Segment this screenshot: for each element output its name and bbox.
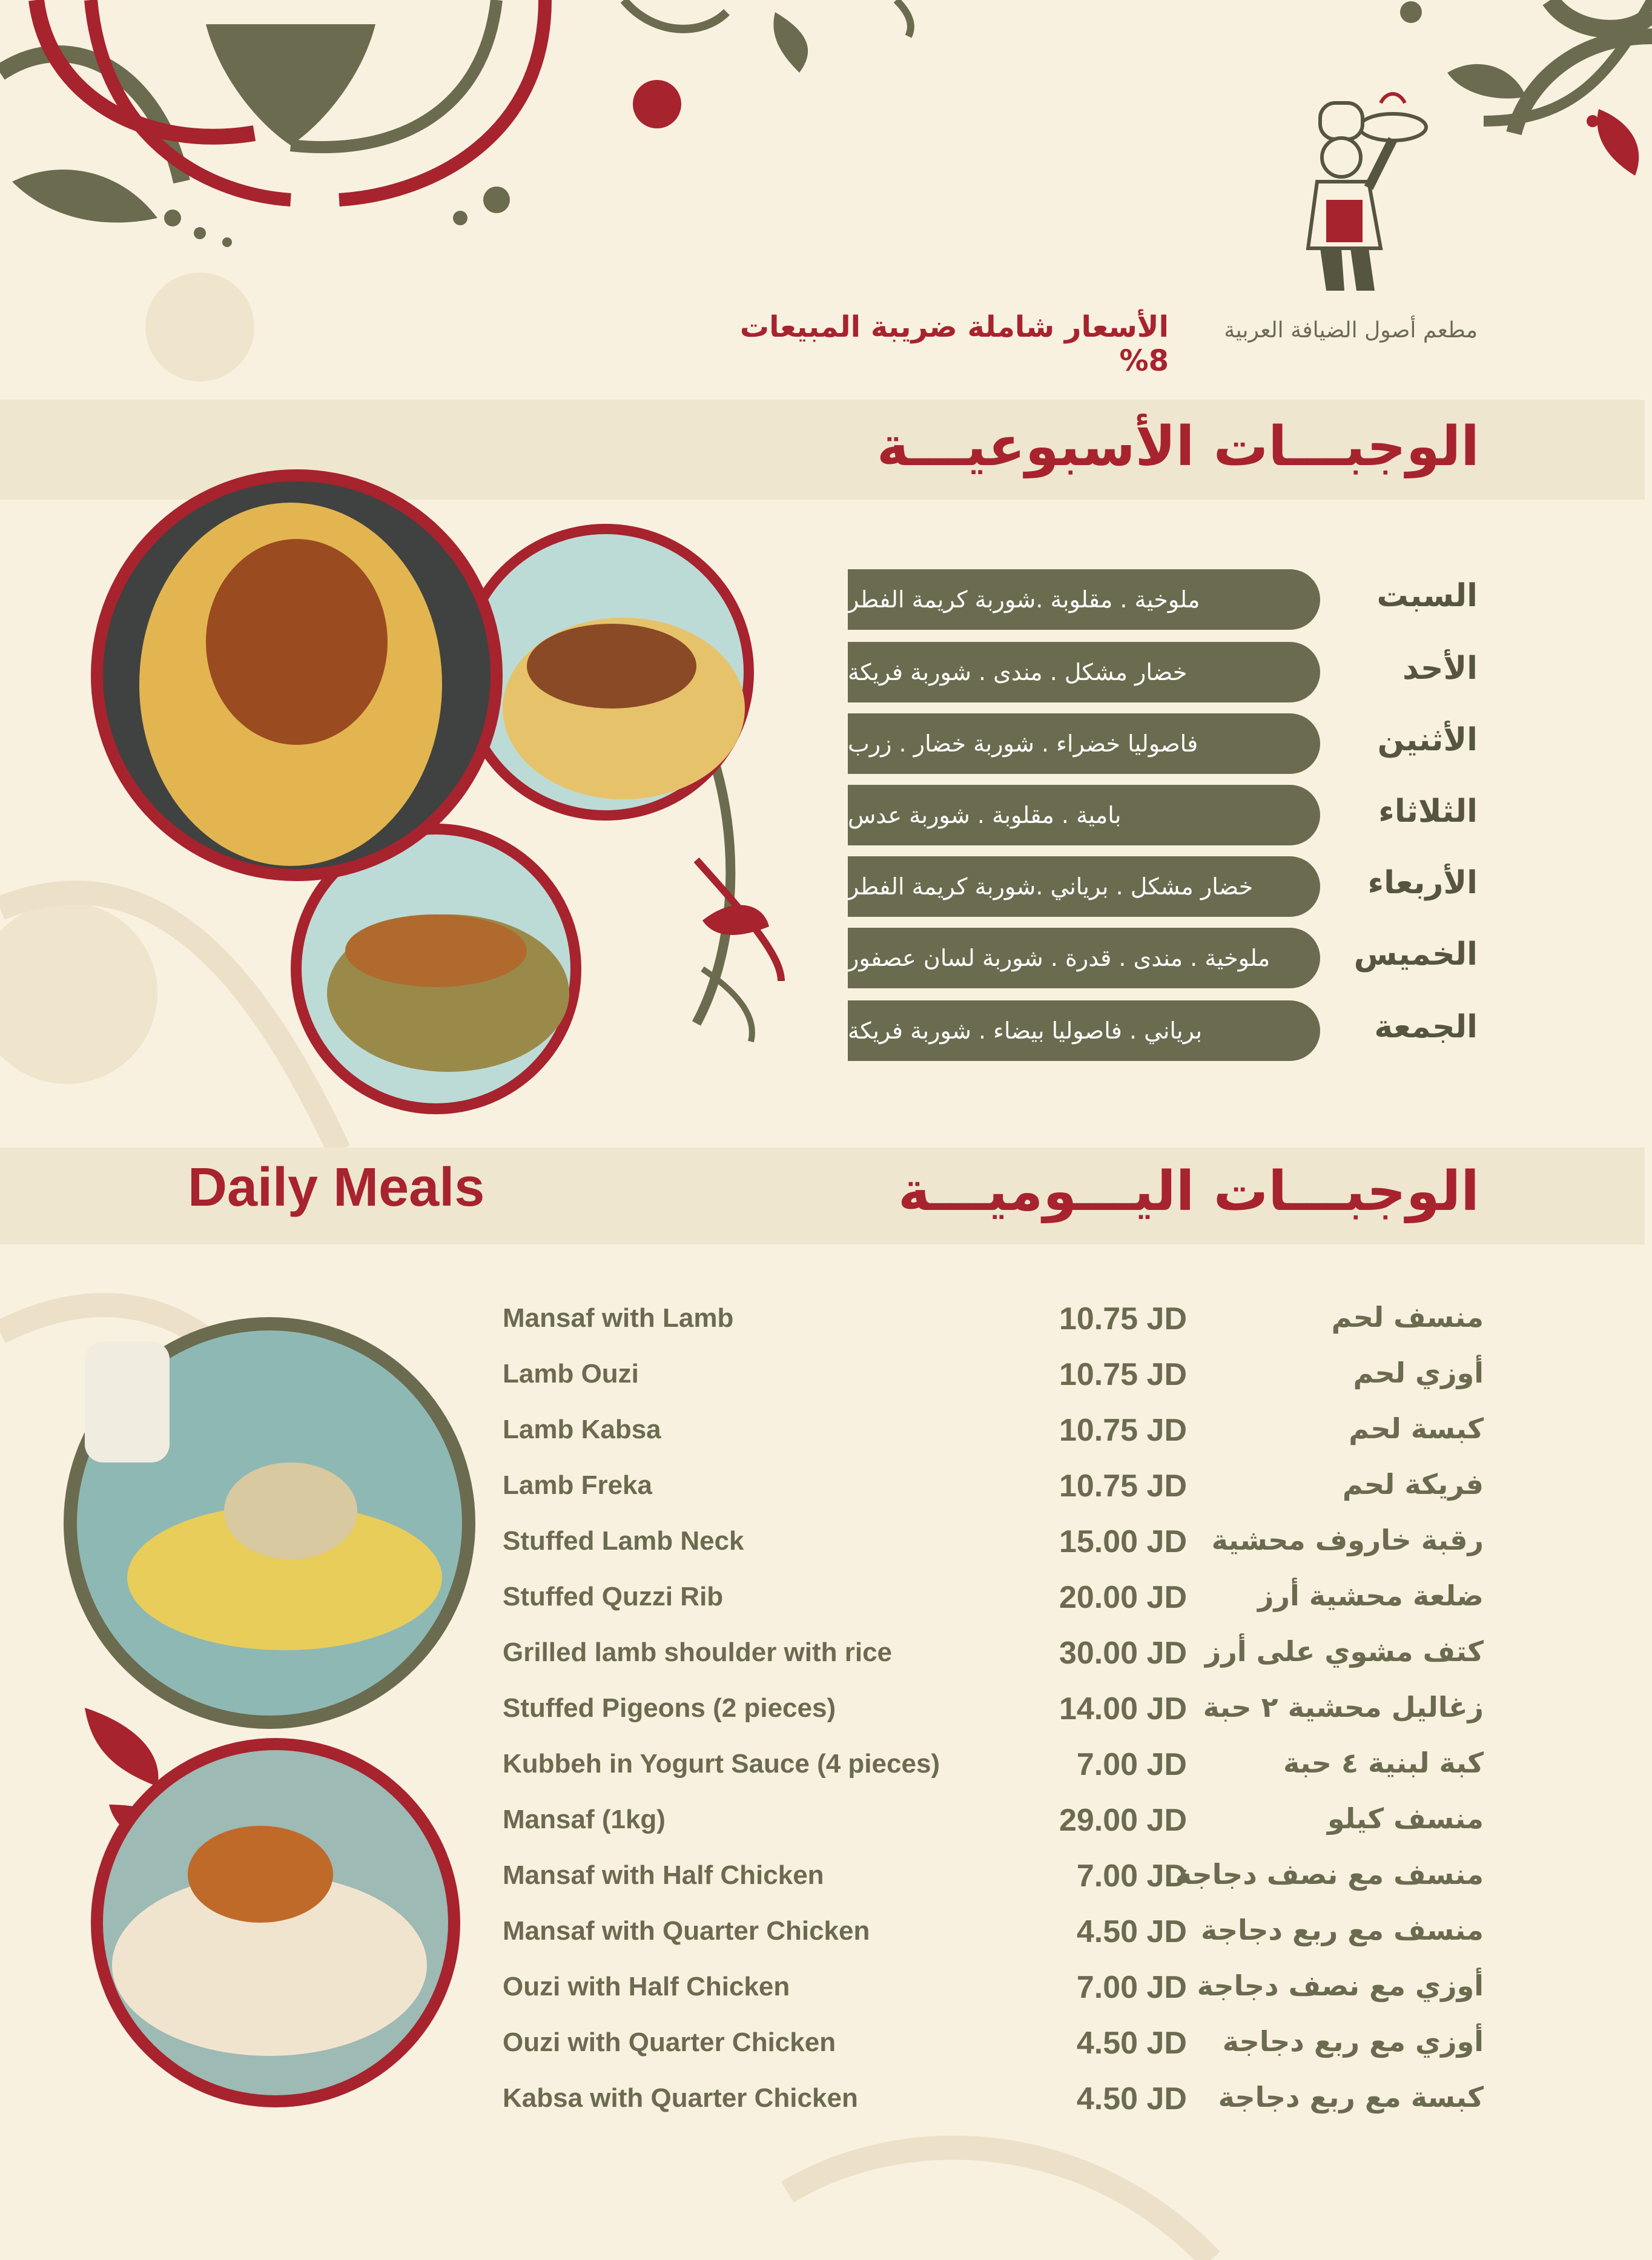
- meal-name-arabic: كبة لبنية ٤ حبة: [1283, 1746, 1484, 1779]
- meal-name-arabic: أوزي لحم: [1353, 1356, 1484, 1389]
- daily-meal-row: [503, 1797, 1484, 1846]
- meal-name-arabic: ضلعة محشية أرز: [1258, 1579, 1484, 1612]
- meal-price: 7.00 JD: [1076, 1970, 1187, 2005]
- weekly-day-name: الأحد: [1402, 650, 1478, 687]
- meal-name-english: Mansaf (1kg): [503, 1805, 666, 1834]
- meal-name-english: Lamb Kabsa: [503, 1415, 661, 1444]
- weekly-meals-pill: بامية . مقلوبة . شوربة عدس: [848, 785, 1320, 845]
- meal-name-arabic: كتف مشوي على أرز: [1204, 1635, 1484, 1668]
- meal-name-english: Ouzi with Quarter Chicken: [503, 2027, 836, 2057]
- weekly-day-row: [848, 928, 1478, 988]
- weekly-day-row: [848, 569, 1478, 630]
- meal-name-english: Stuffed Pigeons (2 pieces): [503, 1693, 836, 1723]
- weekly-day-name: الجمعة: [1374, 1009, 1478, 1045]
- daily-title-english: Daily Meals: [188, 1157, 485, 1218]
- meal-name-arabic: فريكة لحم: [1342, 1468, 1484, 1501]
- meal-name-arabic: أوزي مع ربع دجاجة: [1222, 2025, 1484, 2058]
- meal-price: 15.00 JD: [1059, 1524, 1187, 1559]
- weekly-meals-pill: برياني . فاصوليا بيضاء . شوربة فريكة: [848, 1000, 1320, 1061]
- meal-name-english: Mansaf with Half Chicken: [503, 1860, 824, 1890]
- weekly-day-row: [848, 856, 1478, 917]
- meal-price: 10.75 JD: [1059, 1469, 1187, 1504]
- meal-price: 10.75 JD: [1059, 1413, 1187, 1448]
- daily-meal-row: [503, 1296, 1484, 1344]
- weekly-day-row: [848, 642, 1478, 702]
- daily-meal-row: [503, 1519, 1484, 1567]
- weekly-day-name: الأثنين: [1377, 722, 1478, 758]
- meal-name-arabic: رقبة خاروف محشية: [1211, 1524, 1484, 1556]
- meal-price: 10.75 JD: [1059, 1357, 1187, 1392]
- daily-meal-row: [503, 1964, 1484, 2013]
- daily-meal-row: [503, 1574, 1484, 1623]
- meal-name-english: Kabsa with Quarter Chicken: [503, 2083, 858, 2113]
- daily-meal-row: [503, 1853, 1484, 1902]
- meal-name-arabic: أوزي مع نصف دجاجة: [1197, 1969, 1484, 2002]
- meal-name-arabic: كبسة لحم: [1349, 1412, 1484, 1445]
- meal-name-arabic: منسف مع نصف دجاجة: [1175, 1858, 1484, 1891]
- weekly-day-name: الخميس: [1353, 936, 1478, 973]
- weekly-day-name: السبت: [1376, 578, 1478, 614]
- meal-price: 20.00 JD: [1059, 1580, 1187, 1615]
- weekly-meals-pill: ملوخية . مندى . قدرة . شوربة لسان عصفور: [848, 928, 1320, 988]
- weekly-meals-pill: خضار مشكل . مندى . شوربة فريكة: [848, 642, 1320, 702]
- meal-price: 10.75 JD: [1059, 1301, 1187, 1337]
- weekly-day-name: الأربعاء: [1367, 865, 1478, 901]
- daily-meal-row: [503, 2020, 1484, 2069]
- weekly-meals-pill: فاصوليا خضراء . شوربة خضار . زرب: [848, 713, 1320, 774]
- daily-meal-row: [503, 1463, 1484, 1512]
- meal-name-arabic: منسف مع ربع دجاجة: [1200, 1914, 1484, 1946]
- meal-price: 7.00 JD: [1076, 1859, 1187, 1894]
- meal-name-english: Lamb Freka: [503, 1470, 652, 1500]
- daily-meal-row: [503, 1352, 1484, 1400]
- meal-price: 4.50 JD: [1076, 1914, 1187, 1949]
- meal-price: 4.50 JD: [1076, 2081, 1187, 2116]
- meal-name-arabic: منسف لحم: [1331, 1301, 1484, 1333]
- chef-mascot-icon: [1284, 67, 1429, 309]
- daily-food-photos: [61, 1317, 484, 2110]
- meal-price: 4.50 JD: [1076, 2026, 1187, 2061]
- meal-name-english: Mansaf with Quarter Chicken: [503, 1916, 870, 1946]
- meal-price: 14.00 JD: [1059, 1691, 1187, 1726]
- meal-name-english: Lamb Ouzi: [503, 1359, 639, 1389]
- weekly-day-row: [848, 785, 1478, 845]
- meal-name-english: Mansaf with Lamb: [503, 1303, 734, 1333]
- daily-meal-row: [503, 1686, 1484, 1734]
- daily-meal-row: [503, 1630, 1484, 1679]
- meal-name-english: Grilled lamb shoulder with rice: [503, 1637, 893, 1667]
- tax-note: الأسعار شاملة ضريبة المبيعات 8%: [739, 310, 1169, 378]
- weekly-food-photos: [91, 466, 799, 1126]
- weekly-meals-pill: ملوخية . مقلوبة .شوربة كريمة الفطر: [848, 569, 1320, 630]
- daily-meal-row: [503, 1909, 1484, 1957]
- daily-title: الوجبـــات اليـــوميـــة: [898, 1160, 1479, 1223]
- meal-name-arabic: كبسة مع ربع دجاجة: [1218, 2081, 1484, 2113]
- meal-name-english: Ouzi with Half Chicken: [503, 1972, 790, 2001]
- daily-meal-row: [503, 1407, 1484, 1456]
- weekly-day-name: الثلاثاء: [1378, 793, 1478, 830]
- weekly-day-row: [848, 713, 1478, 774]
- weekly-day-row: [848, 1000, 1478, 1061]
- meal-price: 7.00 JD: [1076, 1747, 1187, 1782]
- weekly-title: الوجبـــات الأسبوعيـــة: [876, 415, 1479, 478]
- meal-price: 29.00 JD: [1059, 1803, 1187, 1838]
- daily-meal-row: [503, 2076, 1484, 2124]
- meal-name-english: Kubbeh in Yogurt Sauce (4 pieces): [503, 1749, 940, 1779]
- restaurant-name: مطعم أصول الضيافة العربية: [1224, 318, 1478, 343]
- daily-meal-row: [503, 1742, 1484, 1790]
- weekly-meals-pill: خضار مشكل . برياني .شوربة كريمة الفطر: [848, 856, 1320, 917]
- meal-name-arabic: منسف كيلو: [1327, 1802, 1484, 1835]
- meal-name-english: Stuffed Quzzi Rib: [503, 1582, 724, 1611]
- meal-price: 30.00 JD: [1059, 1636, 1187, 1671]
- meal-name-english: Stuffed Lamb Neck: [503, 1526, 744, 1556]
- meal-name-arabic: زغاليل محشية ٢ حبة: [1203, 1691, 1484, 1723]
